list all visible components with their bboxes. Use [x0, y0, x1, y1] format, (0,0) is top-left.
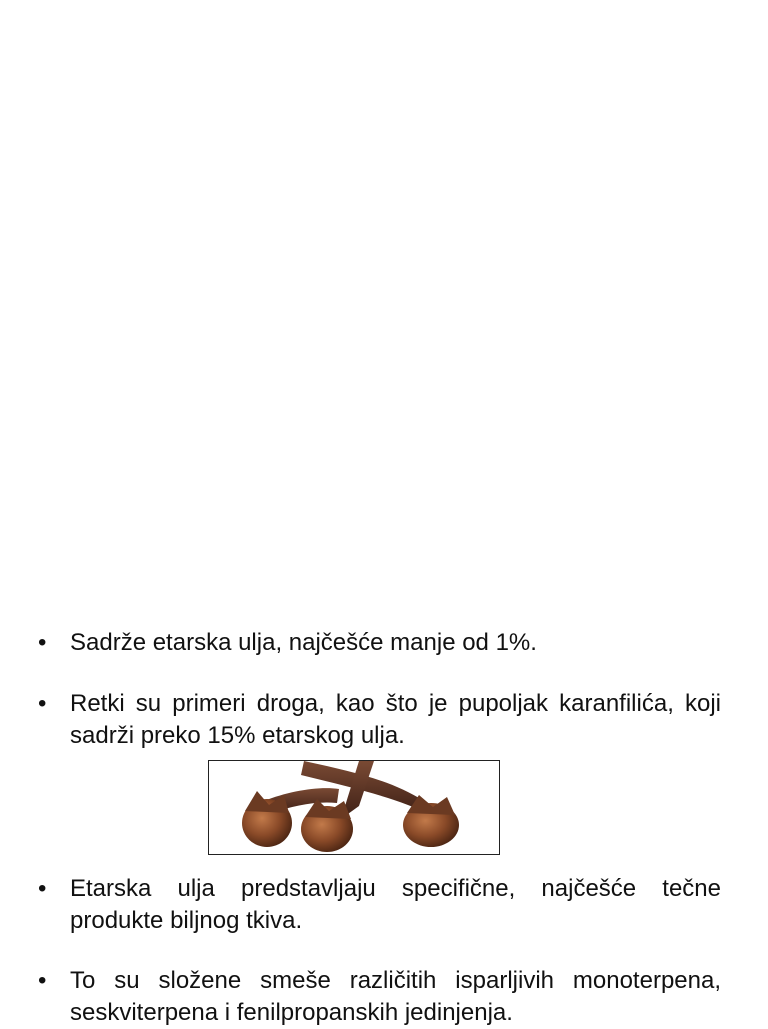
bullet-marker: • — [38, 629, 47, 656]
bullet-item-2 — [38, 688, 721, 752]
bullet-item-4 — [38, 965, 721, 1029]
bullet-text: Sadrže etarska ulja, najčešće manje od 1%. — [70, 629, 537, 656]
bullet-item-1 — [38, 627, 721, 659]
bullet-text: Etarska ulja predstavljaju specifične, najčešće tečne produkte biljnog tkiva. — [70, 875, 721, 934]
bullet-marker: • — [38, 967, 47, 994]
clove-illustration — [209, 761, 499, 854]
bullet-item-3 — [38, 873, 721, 937]
bullet-marker: • — [38, 690, 47, 717]
clove-image — [208, 760, 500, 855]
bullet-marker: • — [38, 875, 47, 902]
bullet-text: Retki su primeri droga, kao što je pupoljak karanfilića, koji sadrži preko 15% etarskog ulja. — [70, 690, 721, 749]
bullet-text: To su složene smeše različitih isparljivih monoterpena, seskviterpena i fenilpropanskih jedinjenja. — [70, 967, 721, 1026]
